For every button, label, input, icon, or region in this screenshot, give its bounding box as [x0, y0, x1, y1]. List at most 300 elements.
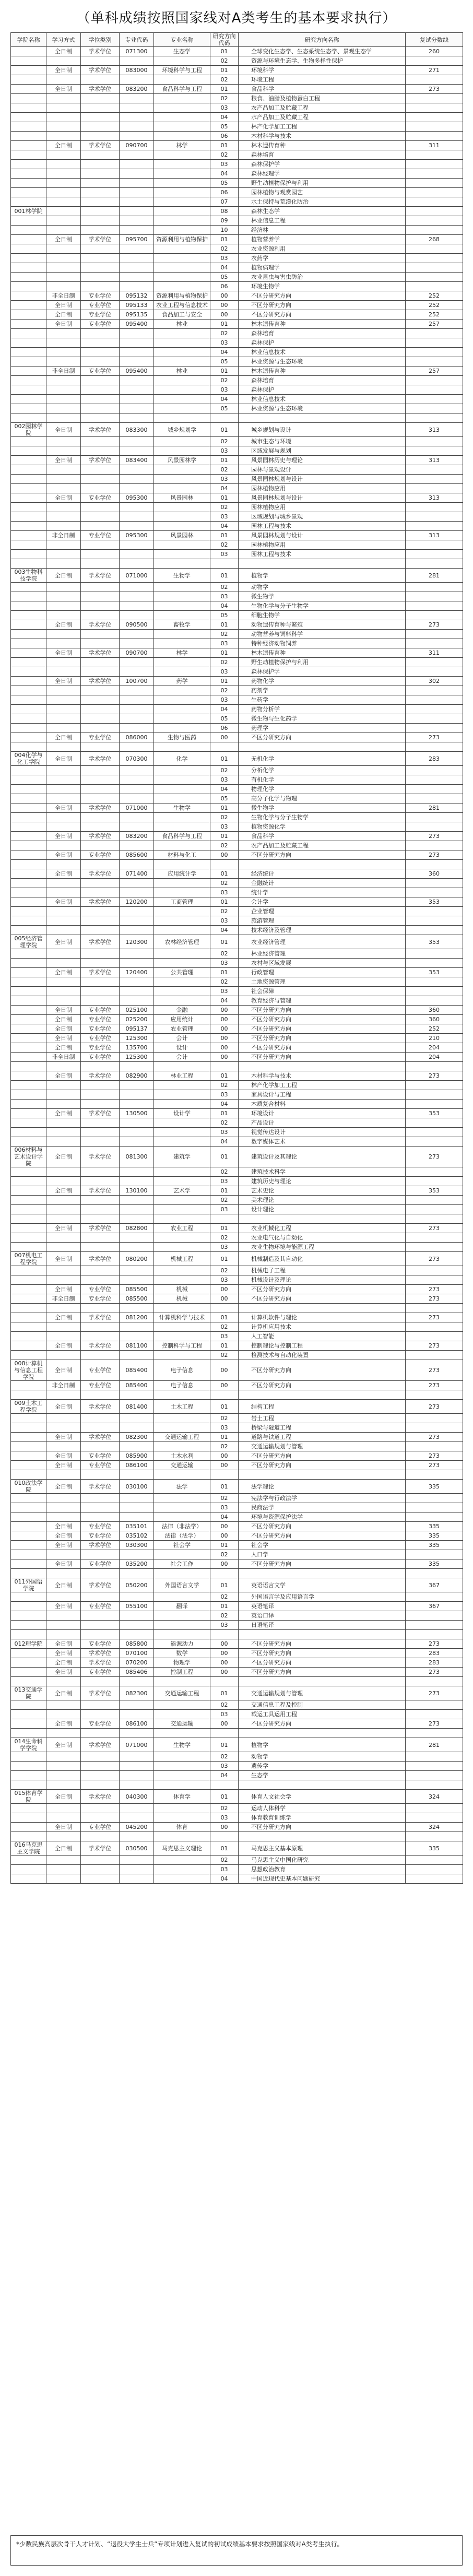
table-row [11, 1710, 463, 1719]
major-name-cell [154, 522, 210, 531]
study-mode-cell: 非全日制 [46, 367, 81, 376]
study-mode-cell [46, 216, 81, 226]
direction-code-cell: 05 [210, 714, 239, 724]
table-row [11, 132, 463, 141]
major-name-cell: 林业 [154, 320, 210, 329]
major-code-cell: 100700 [120, 677, 154, 686]
major-name-cell: 农林经济管理 [154, 935, 210, 949]
major-code-cell [120, 338, 154, 348]
table-row [11, 686, 463, 695]
study-mode-cell [46, 1414, 81, 1423]
direction-code-cell: 01 [210, 620, 239, 630]
direction-name-cell: 不区分研究方向 [239, 1823, 406, 1832]
college-cell [11, 254, 46, 263]
college-cell [11, 320, 46, 329]
score-cell: 335 [406, 1531, 463, 1541]
major-code-cell [120, 1621, 154, 1630]
direction-name-cell: 英语语言文学 [239, 1578, 406, 1592]
score-cell [406, 658, 463, 667]
major-code-cell [120, 1804, 154, 1813]
direction-name-cell: 外国语言学及应用语言学 [239, 1592, 406, 1602]
direction-name-cell: 林木遗传育种 [239, 367, 406, 376]
major-name-cell: 化学 [154, 752, 210, 766]
score-cell: 283 [406, 1658, 463, 1668]
college-cell [11, 794, 46, 803]
study-mode-cell [46, 1062, 81, 1071]
major-code-cell: 085900 [120, 1451, 154, 1461]
degree-type-cell [81, 1081, 120, 1090]
major-code-cell: 045200 [120, 1823, 154, 1832]
major-name-cell [154, 1865, 210, 1874]
score-cell [406, 841, 463, 850]
study-mode-cell [46, 1214, 81, 1224]
college-cell [11, 113, 46, 122]
study-mode-cell [46, 639, 81, 648]
direction-code-cell: 03 [210, 1762, 239, 1771]
major-name-cell [154, 160, 210, 169]
major-code-cell: 070100 [120, 1649, 154, 1658]
major-name-cell: 机械 [154, 1294, 210, 1304]
major-code-cell: 035200 [120, 1559, 154, 1569]
direction-name-cell: 交通运输规划与管理 [239, 1442, 406, 1451]
study-mode-cell [46, 348, 81, 357]
major-name-cell [154, 1780, 210, 1790]
direction-name-cell: 机械制造及其自动化 [239, 1252, 406, 1266]
study-mode-cell: 全日制 [46, 1639, 81, 1649]
score-cell [406, 1167, 463, 1177]
major-code-cell [120, 766, 154, 775]
table-row [11, 1729, 463, 1738]
direction-code-cell: 03 [210, 1621, 239, 1630]
study-mode-cell [46, 1813, 81, 1823]
direction-code-cell: 03 [210, 916, 239, 926]
score-cell: 281 [406, 803, 463, 813]
direction-name-cell: 风景园林历史与理论 [239, 456, 406, 465]
major-code-cell [120, 714, 154, 724]
direction-code-cell: 00 [210, 1034, 239, 1043]
direction-code-cell: 01 [210, 1686, 239, 1700]
direction-name-cell: 植物资源化学 [239, 822, 406, 832]
degree-type-cell: 专业学位 [81, 310, 120, 320]
college-cell [11, 1522, 46, 1531]
degree-type-cell: 专业学位 [81, 850, 120, 860]
table-row [11, 611, 463, 620]
study-mode-cell: 全日制 [46, 1790, 81, 1804]
direction-name-cell: 不区分研究方向 [239, 1053, 406, 1062]
study-mode-cell [46, 179, 81, 188]
score-cell: 210 [406, 1034, 463, 1043]
score-cell: 273 [406, 1252, 463, 1266]
major-code-cell [120, 785, 154, 794]
score-cell [406, 540, 463, 550]
degree-type-cell [81, 282, 120, 291]
major-code-cell: 085500 [120, 1294, 154, 1304]
major-name-cell [154, 122, 210, 132]
score-cell [406, 1569, 463, 1578]
direction-code-cell: 02 [210, 329, 239, 338]
major-name-cell: 艺术学 [154, 1186, 210, 1196]
score-cell [406, 113, 463, 122]
direction-code-cell: 02 [210, 1550, 239, 1559]
major-name-cell: 公共管理 [154, 968, 210, 977]
major-code-cell [120, 150, 154, 160]
study-mode-cell [46, 413, 81, 423]
degree-type-cell [81, 1100, 120, 1109]
degree-type-cell [81, 630, 120, 639]
table-row [11, 413, 463, 423]
degree-type-cell [81, 1167, 120, 1177]
table-row [11, 879, 463, 888]
college-cell [11, 1611, 46, 1621]
degree-type-cell: 专业学位 [81, 1294, 120, 1304]
study-mode-cell [46, 1128, 81, 1137]
degree-type-cell: 专业学位 [81, 1381, 120, 1390]
direction-code-cell: 03 [210, 1205, 239, 1214]
direction-code-cell: 00 [210, 1294, 239, 1304]
score-cell [406, 1700, 463, 1710]
score-cell: 252 [406, 310, 463, 320]
score-cell [406, 1332, 463, 1341]
table-row [11, 348, 463, 357]
major-code-cell: 090500 [120, 620, 154, 630]
study-mode-cell: 全日制 [46, 1034, 81, 1043]
score-cell [406, 583, 463, 592]
major-name-cell: 药学 [154, 677, 210, 686]
direction-code-cell: 00 [210, 1823, 239, 1832]
major-name-cell: 林业 [154, 367, 210, 376]
major-name-cell: 风景园林学 [154, 456, 210, 465]
score-cell [406, 1233, 463, 1243]
major-code-cell [120, 1512, 154, 1522]
score-cell: 281 [406, 569, 463, 583]
major-name-cell: 畜牧学 [154, 620, 210, 630]
major-name-cell: 林业工程 [154, 1071, 210, 1081]
major-name-cell [154, 1569, 210, 1578]
degree-type-cell [81, 94, 120, 103]
major-name-cell [154, 1090, 210, 1100]
degree-type-cell [81, 583, 120, 592]
degree-type-cell: 专业学位 [81, 1461, 120, 1470]
study-mode-cell [46, 1205, 81, 1214]
degree-type-cell [81, 916, 120, 926]
direction-code-cell: 02 [210, 244, 239, 254]
college-cell [11, 733, 46, 742]
study-mode-cell: 全日制 [46, 141, 81, 150]
direction-code-cell: 04 [210, 1100, 239, 1109]
college-cell [11, 1381, 46, 1390]
score-cell [406, 437, 463, 446]
direction-code-cell: 01 [210, 531, 239, 540]
score-cell [406, 987, 463, 996]
study-mode-cell [46, 475, 81, 484]
score-cell [406, 559, 463, 569]
table-row [11, 1351, 463, 1360]
score-cell: 353 [406, 897, 463, 907]
major-code-cell: 040300 [120, 1790, 154, 1804]
study-mode-cell: 全日制 [46, 733, 81, 742]
study-mode-cell: 全日制 [46, 47, 81, 56]
degree-type-cell: 专业学位 [81, 1451, 120, 1461]
table-row [11, 367, 463, 376]
direction-name-cell: 设计理论 [239, 1205, 406, 1214]
major-name-cell [154, 179, 210, 188]
table-row [11, 1550, 463, 1559]
major-name-cell [154, 1205, 210, 1214]
major-name-cell [154, 169, 210, 179]
score-cell [406, 1470, 463, 1480]
direction-code-cell: 03 [210, 775, 239, 785]
degree-type-cell: 学术学位 [81, 1541, 120, 1550]
score-cell [406, 207, 463, 216]
major-name-cell: 控制科学与工程 [154, 1341, 210, 1351]
major-code-cell [120, 949, 154, 959]
direction-code-cell: 01 [210, 752, 239, 766]
major-code-cell [120, 1090, 154, 1100]
score-cell [406, 244, 463, 254]
direction-code-cell: 01 [210, 569, 239, 583]
degree-type-cell: 专业学位 [81, 1823, 120, 1832]
score-cell [406, 1550, 463, 1559]
direction-code-cell: 03 [210, 1243, 239, 1252]
direction-code-cell: 02 [210, 907, 239, 916]
major-name-cell [154, 1700, 210, 1710]
study-mode-cell [46, 1762, 81, 1771]
direction-code-cell: 02 [210, 376, 239, 385]
major-name-cell [154, 1592, 210, 1602]
score-cell [406, 813, 463, 822]
direction-code-cell [210, 1780, 239, 1790]
direction-name-cell: 森林保护 [239, 385, 406, 395]
direction-code-cell: 00 [210, 1381, 239, 1390]
direction-name-cell: 不区分研究方向 [239, 301, 406, 310]
header-direction-name: 研究方向名称 [239, 33, 406, 47]
score-cell [406, 724, 463, 733]
direction-code-cell: 06 [210, 282, 239, 291]
major-name-cell [154, 667, 210, 677]
study-mode-cell: 全日制 [46, 897, 81, 907]
direction-name-cell: 木质复合材料 [239, 1100, 406, 1109]
table-row [11, 1053, 463, 1062]
table-row [11, 959, 463, 968]
college-cell [11, 376, 46, 385]
degree-type-cell [81, 1630, 120, 1639]
degree-type-cell [81, 977, 120, 987]
major-name-cell: 电子信息 [154, 1360, 210, 1381]
score-cell [406, 357, 463, 367]
college-cell: 010政法学院 [11, 1480, 46, 1494]
degree-type-cell: 学术学位 [81, 935, 120, 949]
direction-code-cell: 03 [210, 1090, 239, 1100]
college-cell [11, 493, 46, 503]
table-row [11, 47, 463, 56]
direction-name-cell: 不区分研究方向 [239, 1043, 406, 1053]
score-cell [406, 1100, 463, 1109]
major-name-cell [154, 446, 210, 456]
study-mode-cell [46, 1550, 81, 1559]
direction-code-cell [210, 413, 239, 423]
direction-code-cell: 01 [210, 1790, 239, 1804]
score-cell [406, 1494, 463, 1503]
direction-name-cell: 生物化学与分子生物学 [239, 601, 406, 611]
college-cell [11, 1081, 46, 1090]
degree-type-cell: 学术学位 [81, 1738, 120, 1752]
direction-name-cell [239, 1780, 406, 1790]
table-row [11, 66, 463, 75]
degree-type-cell [81, 475, 120, 484]
college-cell [11, 1541, 46, 1550]
major-code-cell [120, 1700, 154, 1710]
degree-type-cell: 专业学位 [81, 1531, 120, 1541]
page-title: （单科成绩按照国家线对A类考生的基本要求执行） [76, 10, 397, 26]
major-name-cell: 环境科学与工程 [154, 66, 210, 75]
study-mode-cell [46, 888, 81, 897]
college-cell [11, 724, 46, 733]
major-name-cell [154, 1196, 210, 1205]
table-row [11, 122, 463, 132]
direction-code-cell: 01 [210, 1602, 239, 1611]
degree-type-cell: 学术学位 [81, 1400, 120, 1414]
degree-type-cell: 学术学位 [81, 1649, 120, 1658]
major-code-cell [120, 1414, 154, 1423]
degree-type-cell [81, 1771, 120, 1780]
table-row [11, 1243, 463, 1252]
major-name-cell: 机械 [154, 1285, 210, 1294]
direction-code-cell: 00 [210, 1006, 239, 1015]
score-cell: 335 [406, 1841, 463, 1856]
college-cell [11, 1332, 46, 1341]
degree-type-cell [81, 888, 120, 897]
direction-name-cell: 中国近现代史基本问题研究 [239, 1874, 406, 1884]
table-row [11, 667, 463, 677]
major-name-cell: 生物学 [154, 803, 210, 813]
study-mode-cell: 全日制 [46, 1341, 81, 1351]
score-cell [406, 1243, 463, 1252]
degree-type-cell [81, 1752, 120, 1762]
study-mode-cell [46, 1177, 81, 1186]
direction-name-cell: 林业信息技术 [239, 348, 406, 357]
direction-code-cell: 03 [210, 1275, 239, 1285]
table-row [11, 1423, 463, 1433]
direction-code-cell: 01 [210, 367, 239, 376]
score-cell [406, 273, 463, 282]
score-cell: 273 [406, 1071, 463, 1081]
score-cell: 313 [406, 493, 463, 503]
direction-name-cell: 家具设计与工程 [239, 1090, 406, 1100]
major-code-cell [120, 1423, 154, 1433]
table-row [11, 869, 463, 879]
table-row [11, 1686, 463, 1700]
major-name-cell [154, 926, 210, 935]
direction-name-cell: 药剂学 [239, 686, 406, 695]
degree-type-cell: 专业学位 [81, 733, 120, 742]
study-mode-cell [46, 1874, 81, 1884]
score-cell: 273 [406, 1400, 463, 1414]
direction-code-cell: 04 [210, 1137, 239, 1147]
college-cell [11, 1015, 46, 1024]
score-cell [406, 1205, 463, 1214]
score-cell [406, 860, 463, 869]
study-mode-cell: 全日制 [46, 235, 81, 244]
major-name-cell: 土木工程 [154, 1400, 210, 1414]
table-row [11, 150, 463, 160]
table-row [11, 1719, 463, 1729]
direction-code-cell: 03 [210, 103, 239, 113]
direction-code-cell: 01 [210, 66, 239, 75]
degree-type-cell [81, 639, 120, 648]
major-code-cell: 071000 [120, 569, 154, 583]
major-name-cell: 食品加工与安全 [154, 310, 210, 320]
direction-name-cell: 林产化学加工工程 [239, 122, 406, 132]
major-name-cell [154, 207, 210, 216]
college-cell [11, 1649, 46, 1658]
table-row [11, 1602, 463, 1611]
direction-name-cell: 动物营养与饲料科学 [239, 630, 406, 639]
table-row [11, 1451, 463, 1461]
major-name-cell [154, 282, 210, 291]
study-mode-cell: 全日制 [46, 968, 81, 977]
table-row [11, 550, 463, 559]
direction-name-cell: 林木遗传育种 [239, 648, 406, 658]
study-mode-cell [46, 1512, 81, 1522]
major-code-cell: 085600 [120, 850, 154, 860]
study-mode-cell [46, 794, 81, 803]
college-cell [11, 841, 46, 850]
direction-code-cell: 02 [210, 75, 239, 85]
college-cell [11, 714, 46, 724]
direction-name-cell: 数字媒体艺术 [239, 1137, 406, 1147]
college-cell [11, 1813, 46, 1823]
direction-code-cell: 04 [210, 705, 239, 714]
major-name-cell: 法学 [154, 1480, 210, 1494]
direction-code-cell: 03 [210, 1813, 239, 1823]
score-cell: 360 [406, 1006, 463, 1015]
college-cell [11, 169, 46, 179]
direction-code-cell: 02 [210, 1856, 239, 1865]
direction-name-cell: 不区分研究方向 [239, 1668, 406, 1677]
college-cell [11, 1214, 46, 1224]
direction-name-cell: 遗传学 [239, 1762, 406, 1771]
direction-code-cell: 01 [210, 897, 239, 907]
study-mode-cell [46, 1100, 81, 1109]
score-cell: 273 [406, 1461, 463, 1470]
college-cell: 013交通学院 [11, 1686, 46, 1700]
study-mode-cell: 全日制 [46, 1015, 81, 1024]
major-name-cell [154, 1729, 210, 1738]
major-code-cell [120, 122, 154, 132]
direction-code-cell: 01 [210, 968, 239, 977]
study-mode-cell: 全日制 [46, 85, 81, 94]
direction-name-cell: 社会保障 [239, 987, 406, 996]
college-cell [11, 1313, 46, 1322]
college-cell [11, 987, 46, 996]
degree-type-cell [81, 1196, 120, 1205]
major-code-cell: 095400 [120, 367, 154, 376]
score-cell [406, 888, 463, 897]
direction-name-cell: 水土保持与荒漠化防治 [239, 197, 406, 207]
degree-type-cell: 专业学位 [81, 1559, 120, 1569]
direction-code-cell: 01 [210, 423, 239, 437]
major-name-cell [154, 1214, 210, 1224]
major-code-cell: 082300 [120, 1686, 154, 1700]
degree-type-cell [81, 522, 120, 531]
table-row [11, 850, 463, 860]
table-row [11, 244, 463, 254]
college-cell [11, 1024, 46, 1034]
major-code-cell [120, 686, 154, 695]
direction-name-cell: 林业信息工程 [239, 216, 406, 226]
score-cell [406, 385, 463, 395]
score-cell: 335 [406, 1559, 463, 1569]
